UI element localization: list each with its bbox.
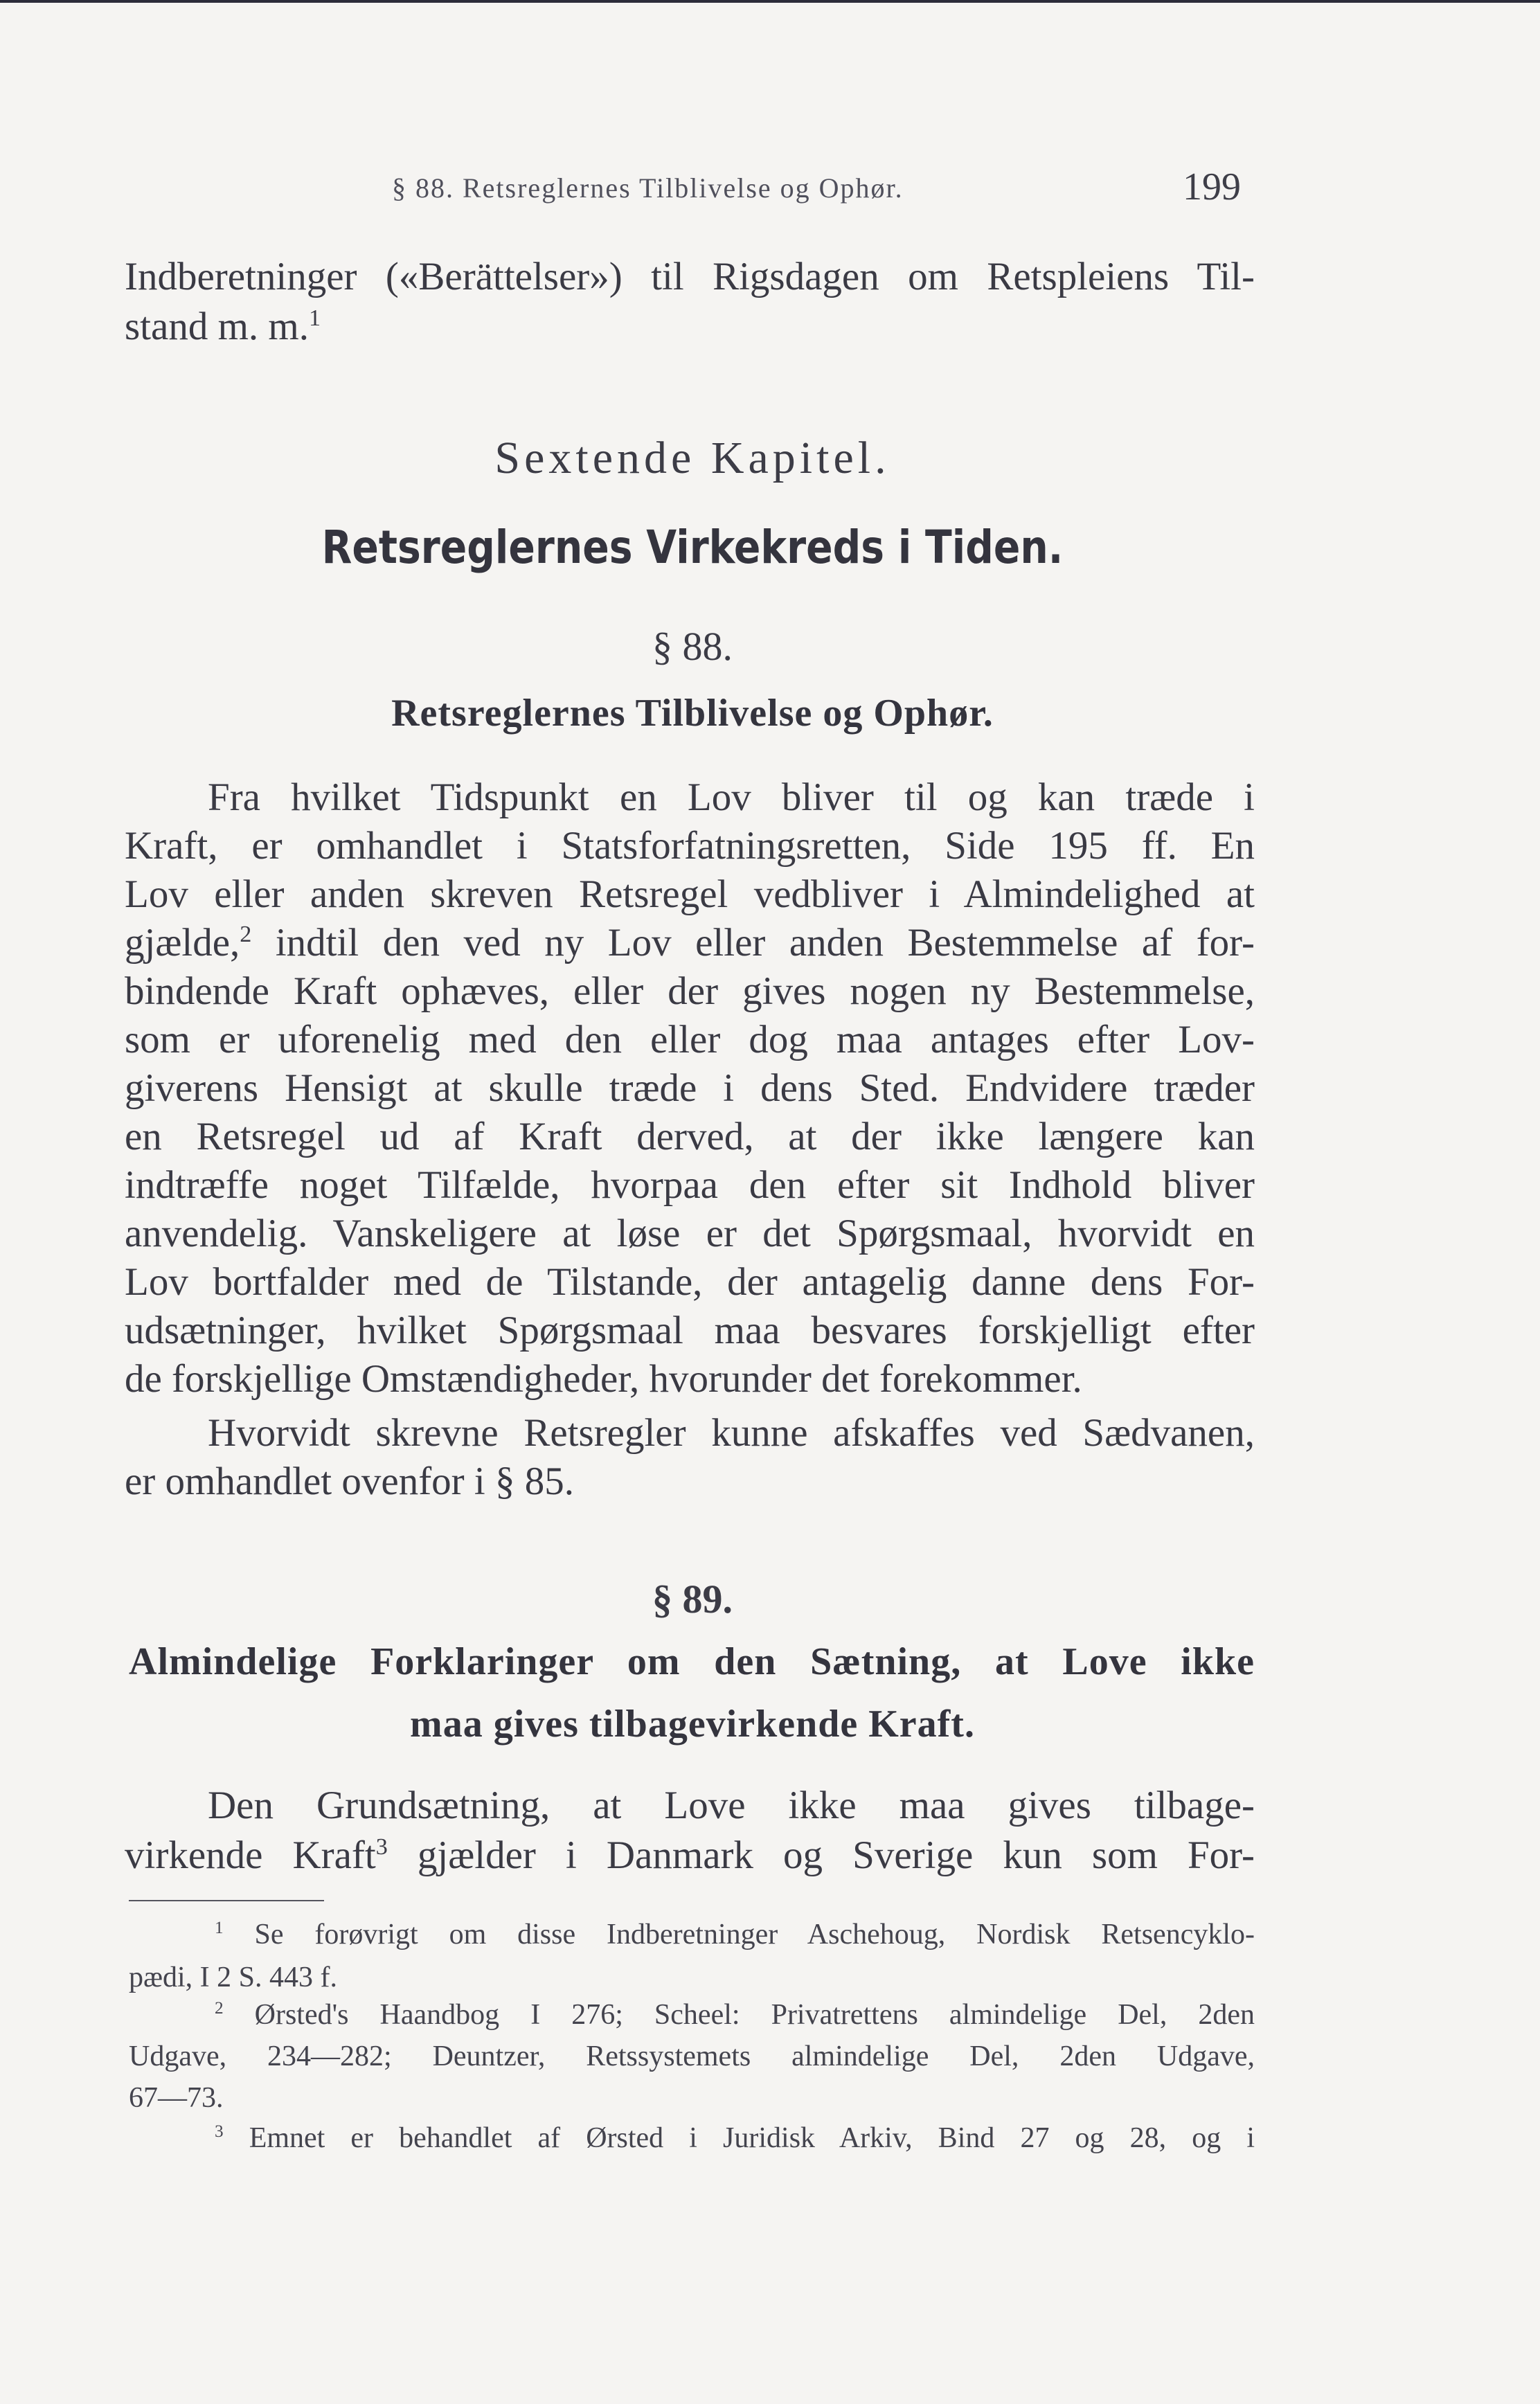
section-89-mark: § 89. bbox=[652, 1577, 733, 1622]
page-number: 199 bbox=[1183, 165, 1241, 208]
intro-line-text: stand m. m. bbox=[125, 305, 309, 348]
footnote-number: 1 bbox=[215, 1919, 224, 1937]
paragraph-line: er omhandlet ovenfor i § 85. bbox=[125, 1460, 574, 1503]
paragraph-line: Lov bortfalder med de Tilstande, der antagelig danne dens For- bbox=[125, 1260, 1255, 1304]
footnote-text: Emnet er behandlet af Ørsted i Juridisk Arkiv, Bind 27 og 28, og i bbox=[249, 2122, 1255, 2154]
paragraph-line: Den Grundsætning, at Love ikke maa gives tilbage- bbox=[208, 1784, 1255, 1827]
section-88-mark: § 88. bbox=[652, 624, 733, 669]
paragraph-line: bindende Kraft ophæves, eller der gives nogen ny Bestemmelse, bbox=[125, 969, 1255, 1013]
paragraph-line: Kraft, er omhandlet i Statsforfatningsretten, Side 195 ff. En bbox=[125, 824, 1255, 868]
intro-line: Indberetninger («Berättelser») til Rigsdagen om Retspleiens Til- bbox=[125, 255, 1255, 298]
paragraph-line-start: virkende Kraft bbox=[125, 1833, 376, 1877]
footnote-line: pædi, I 2 S. 443 f. bbox=[129, 1962, 338, 1993]
paragraph-line: udsætninger, hvilket Spørgsmaal maa besvares forskjelligt efter bbox=[125, 1309, 1255, 1352]
footnote-number: 2 bbox=[215, 1999, 224, 2018]
paragraph-line: anvendelig. Vanskeligere at løse er det Spørgsmaal, hvorvidt en bbox=[125, 1212, 1255, 1255]
paragraph-line: en Retsregel ud af Kraft derved, at der ikke længere kan bbox=[125, 1115, 1255, 1158]
paragraph-line: de forskjellige Omstændigheder, hvorunder det forekommer. bbox=[125, 1357, 1082, 1401]
paragraph-line-rest: gjælder i Danmark og Sverige kun som For- bbox=[387, 1833, 1255, 1877]
footnote-ref: 1 bbox=[309, 305, 321, 331]
chapter-label: Sextende Kapitel. bbox=[494, 433, 890, 483]
paragraph-line: Fra hvilket Tidspunkt en Lov bliver til og kan træde i bbox=[208, 775, 1255, 819]
footnote-line: Udgave, 234—282; Deuntzer, Retssystemets almindelige Del, 2den Udgave, bbox=[129, 2040, 1255, 2072]
paragraph-line: Lov eller anden skreven Retsregel vedbliver i Almindelighed at bbox=[125, 872, 1255, 916]
paragraph-line: indtræffe noget Tilfælde, hvorpaa den efter sit Indhold bliver bbox=[125, 1163, 1255, 1207]
paragraph-line-start: gjælde, bbox=[125, 921, 240, 965]
footnote-ref: 3 bbox=[375, 1834, 388, 1860]
running-head: § 88. Retsreglernes Tilblivelse og Ophør. bbox=[392, 172, 904, 204]
intro-line bbox=[125, 302, 1255, 352]
footnote-divider bbox=[129, 1900, 324, 1901]
section-88-title: Retsreglernes Tilblivelse og Ophør. bbox=[391, 692, 994, 735]
footnote-text: Ørsted's Haandbog I 276; Scheel: Privatrettens almindelige Del, 2den bbox=[254, 1999, 1255, 2031]
footnote-line bbox=[215, 1994, 1255, 2036]
paragraph-line bbox=[125, 1831, 1255, 1881]
paragraph-line-rest: indtil den ved ny Lov eller anden Bestemmelse af for- bbox=[251, 921, 1255, 965]
footnote-line: 67—73. bbox=[129, 2082, 224, 2114]
section-89-title-line: Almindelige Forklaringer om den Sætning, at Love ikke bbox=[129, 1640, 1255, 1683]
chapter-title: Retsreglernes Virkekreds i Tiden. bbox=[321, 521, 1064, 574]
footnote-line bbox=[215, 1914, 1255, 1955]
footnote-line bbox=[215, 2117, 1255, 2159]
footnote-number: 3 bbox=[215, 2122, 224, 2141]
paragraph-line: giverens Hensigt at skulle træde i dens Sted. Endvidere træder bbox=[125, 1066, 1255, 1110]
footnote-ref: 2 bbox=[240, 922, 252, 947]
paragraph-line bbox=[125, 918, 1255, 968]
footnote-text: Se forøvrigt om disse Indberetninger Aschehoug, Nordisk Retsencyklo- bbox=[254, 1919, 1255, 1950]
paragraph-line: Hvorvidt skrevne Retsregler kunne afskaffes ved Sædvanen, bbox=[208, 1411, 1255, 1455]
paragraph-line: som er uforenelig med den eller dog maa antages efter Lov- bbox=[125, 1018, 1255, 1061]
section-89-title-line: maa gives tilbagevirkende Kraft. bbox=[410, 1703, 975, 1746]
